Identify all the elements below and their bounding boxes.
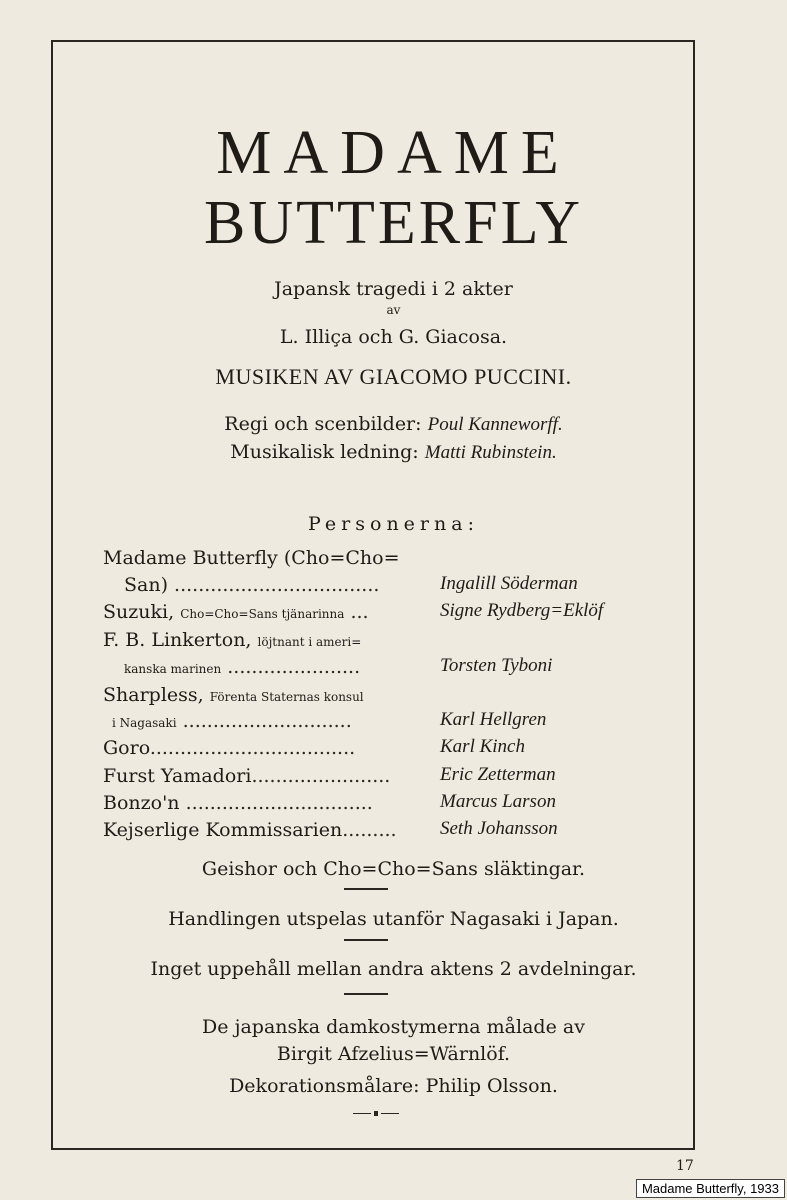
end-ornament: [353, 1111, 403, 1117]
credit-direction: [0, 413, 787, 436]
cast-role-suzuki: Suzuki,: [103, 601, 175, 623]
cast-desc-linkerton-2: kanska marinen: [124, 662, 222, 676]
cast-role-linkerton: F. B. Linkerton,: [103, 629, 252, 651]
dot-leader: ......................: [227, 656, 361, 678]
cast-desc-sharpless-2: i Nagasaki: [112, 716, 177, 730]
page-number: 17: [676, 1158, 694, 1174]
music-credit: MUSIKEN AV GIACOMO PUCCINI.: [215, 364, 572, 389]
av-text: av: [386, 303, 401, 317]
image-caption: Madame Butterfly, 1933: [636, 1179, 785, 1198]
actor-butterfly: Ingalill Söderman: [440, 573, 578, 594]
costumes-line-2: Birgit Afzelius=Wärnlöf.: [276, 1043, 511, 1065]
credit-music-name: Matti Rubinstein.: [424, 442, 557, 463]
actor-sharpless: Karl Hellgren: [440, 709, 547, 730]
cast-butterfly-line1: Madame Butterfly (Cho=Cho=: [103, 547, 400, 569]
cast-role-yamadori: Furst Yamadori: [103, 765, 252, 787]
intermission-note: Inget uppehåll mellan andra aktens 2 avdelningar.: [150, 958, 637, 980]
actor-kommissarien: Seth Johansson: [440, 818, 558, 839]
cast-desc-sharpless: Förenta Staternas konsul: [209, 690, 364, 704]
cast-role-sharpless: Sharpless,: [103, 684, 204, 706]
geishor-note: Geishor och Cho=Cho=Sans släktingar.: [201, 858, 586, 880]
cast-role-bonzo: Bonzo'n: [103, 792, 180, 814]
cast-role-kommissarien: Kejserlige Kommissarien: [103, 819, 343, 841]
actor-bonzo: Marcus Larson: [440, 791, 556, 812]
cast-goro: [103, 736, 623, 760]
decor-credit: Dekorationsmålare: Philip Olsson.: [229, 1075, 558, 1097]
subtitle: Japansk tragedi i 2 akter: [274, 278, 513, 300]
cast-sharpless-line2: [112, 709, 632, 735]
dot-leader: .......................: [251, 765, 391, 787]
cast-desc-linkerton: löjtnant i ameri=: [257, 635, 362, 649]
setting-note: Handlingen utspelas utanför Nagasaki i Japan.: [168, 908, 619, 930]
title-line-2: BUTTERFLY: [203, 189, 584, 257]
authors: L. Illiça och G. Giacosa.: [279, 326, 508, 348]
cast-desc-suzuki: Cho=Cho=Sans tjänarinna: [180, 607, 345, 621]
actor-linkerton: Torsten Tyboni: [440, 655, 553, 676]
dot-leader: ...: [350, 601, 369, 623]
dot-leader: ............................: [182, 710, 352, 732]
actor-goro: Karl Kinch: [440, 736, 525, 757]
dot-leader: ..................................: [174, 574, 380, 596]
actor-yamadori: Eric Zetterman: [440, 764, 556, 785]
cast-role-butterfly-end: San): [124, 574, 168, 596]
credit-direction-name: Poul Kanneworff.: [427, 414, 563, 435]
divider-rule: [344, 888, 388, 890]
cast-role-goro: Goro: [103, 737, 150, 759]
costumes-line-1: De japanska damkostymerna målade av: [202, 1016, 585, 1038]
cast-linkerton-line2: [124, 655, 644, 681]
dot-leader: ..................................: [149, 737, 356, 759]
cast-linkerton: [103, 628, 623, 654]
actor-suzuki: Signe Rydberg=Eklöf: [440, 600, 604, 621]
title-line-1: MADAME: [216, 119, 571, 187]
divider-rule: [344, 939, 388, 941]
divider-rule: [344, 993, 388, 995]
personerna-heading: Personerna:: [308, 513, 479, 535]
credit-music-label: Musikalisk ledning:: [230, 441, 419, 463]
dot-leader: ...............................: [185, 792, 373, 814]
dot-leader: .........: [342, 819, 397, 841]
credit-direction-label: Regi och scenbilder:: [224, 413, 422, 435]
credit-music: [0, 441, 787, 464]
cast-sharpless: [103, 683, 623, 709]
